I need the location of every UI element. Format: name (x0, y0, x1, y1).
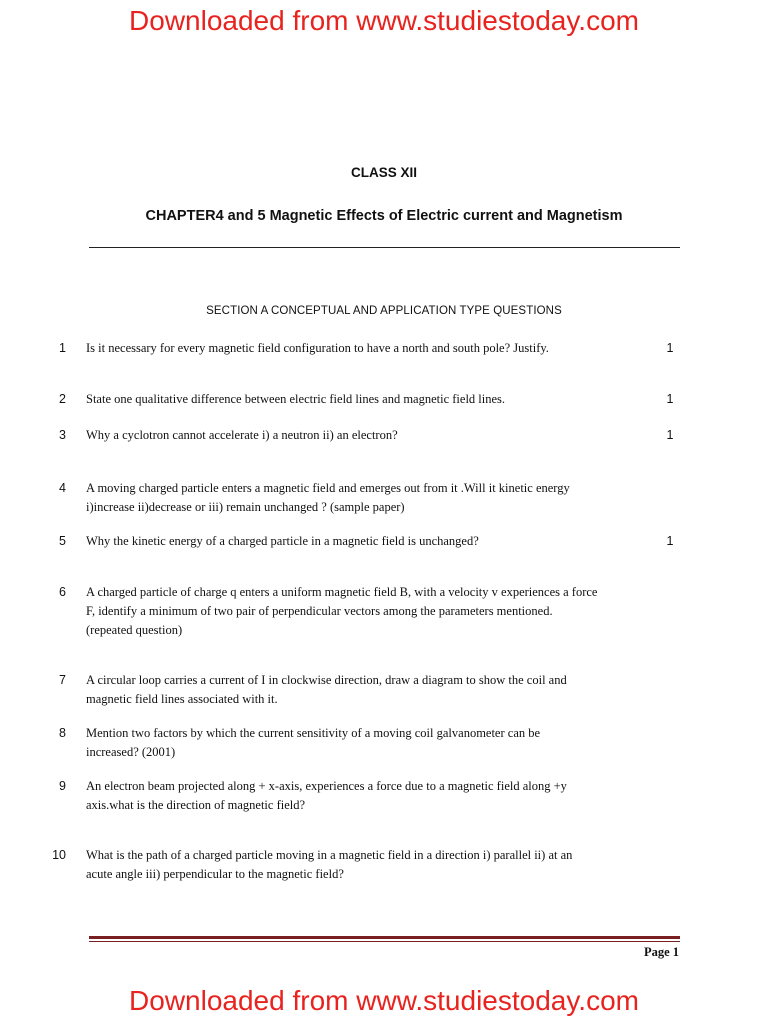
question-number: 8 (59, 726, 66, 740)
header-divider (89, 247, 680, 248)
class-title: CLASS XII (350, 165, 417, 180)
question-text: Mention two factors by which the current sensitivity of a moving coil galvanometer can be increased? (2001) (86, 726, 541, 759)
question-marks: 1 (666, 341, 674, 355)
question-number: 4 (59, 481, 66, 495)
section-title: SECTION A CONCEPTUAL AND APPLICATION TYPE QUESTIONS (206, 305, 562, 317)
question-text: A circular loop carries a current of I in clockwise direction, draw a diagram to show the coil and magnetic field lines associated with it. (86, 673, 567, 706)
question-text: A moving charged particle enters a magnetic field and emerges out from it .Will it kinetic energy i)increase ii)decrease or iii) remain unchanged ? (sample paper) (86, 481, 570, 514)
question-text: An electron beam projected along + x-axis, experiences a force due to a magnetic field along +y axis.what is the direction of magnetic field? (86, 779, 567, 812)
question-number: 1 (59, 341, 66, 355)
question-number: 2 (59, 392, 66, 406)
footer-divider-thin (89, 941, 680, 942)
question-marks: 1 (666, 428, 674, 442)
question-text: What is the path of a charged particle moving in a magnetic field in a direction i) parallel ii) at an acute angle iii) perpendicular to the magnetic field? (86, 848, 573, 881)
question-text: Why the kinetic energy of a charged particle in a magnetic field is unchanged? (86, 534, 479, 548)
question-text: Is it necessary for every magnetic field configuration to have a north and south pole? Justify. (86, 341, 549, 355)
question-number: 10 (52, 848, 66, 862)
question-marks: 1 (666, 392, 674, 406)
watermark-banner-top: Downloaded from www.studiestoday.com (129, 5, 639, 36)
watermark-banner-bottom: Downloaded from www.studiestoday.com (129, 985, 639, 1016)
chapter-title: CHAPTER4 and 5 Magnetic Effects of Electric current and Magnetism (145, 208, 623, 224)
page-number: Page 1 (643, 945, 679, 959)
footer-divider-thick (89, 936, 680, 939)
question-number: 9 (59, 779, 66, 793)
question-number: 3 (59, 428, 66, 442)
question-number: 5 (59, 534, 66, 548)
question-number: 7 (59, 673, 66, 687)
question-text: A charged particle of charge q enters a uniform magnetic field B, with a velocity v experiences a force F, identify a minimum of two pair of perpendicular vectors among the parameters mentioned. (repeated question) (86, 585, 598, 637)
question-text: State one qualitative difference between electric field lines and magnetic field lines. (86, 392, 506, 406)
question-marks: 1 (666, 534, 674, 548)
question-number: 6 (59, 585, 66, 599)
question-text: Why a cyclotron cannot accelerate i) a neutron ii) an electron? (86, 428, 398, 442)
